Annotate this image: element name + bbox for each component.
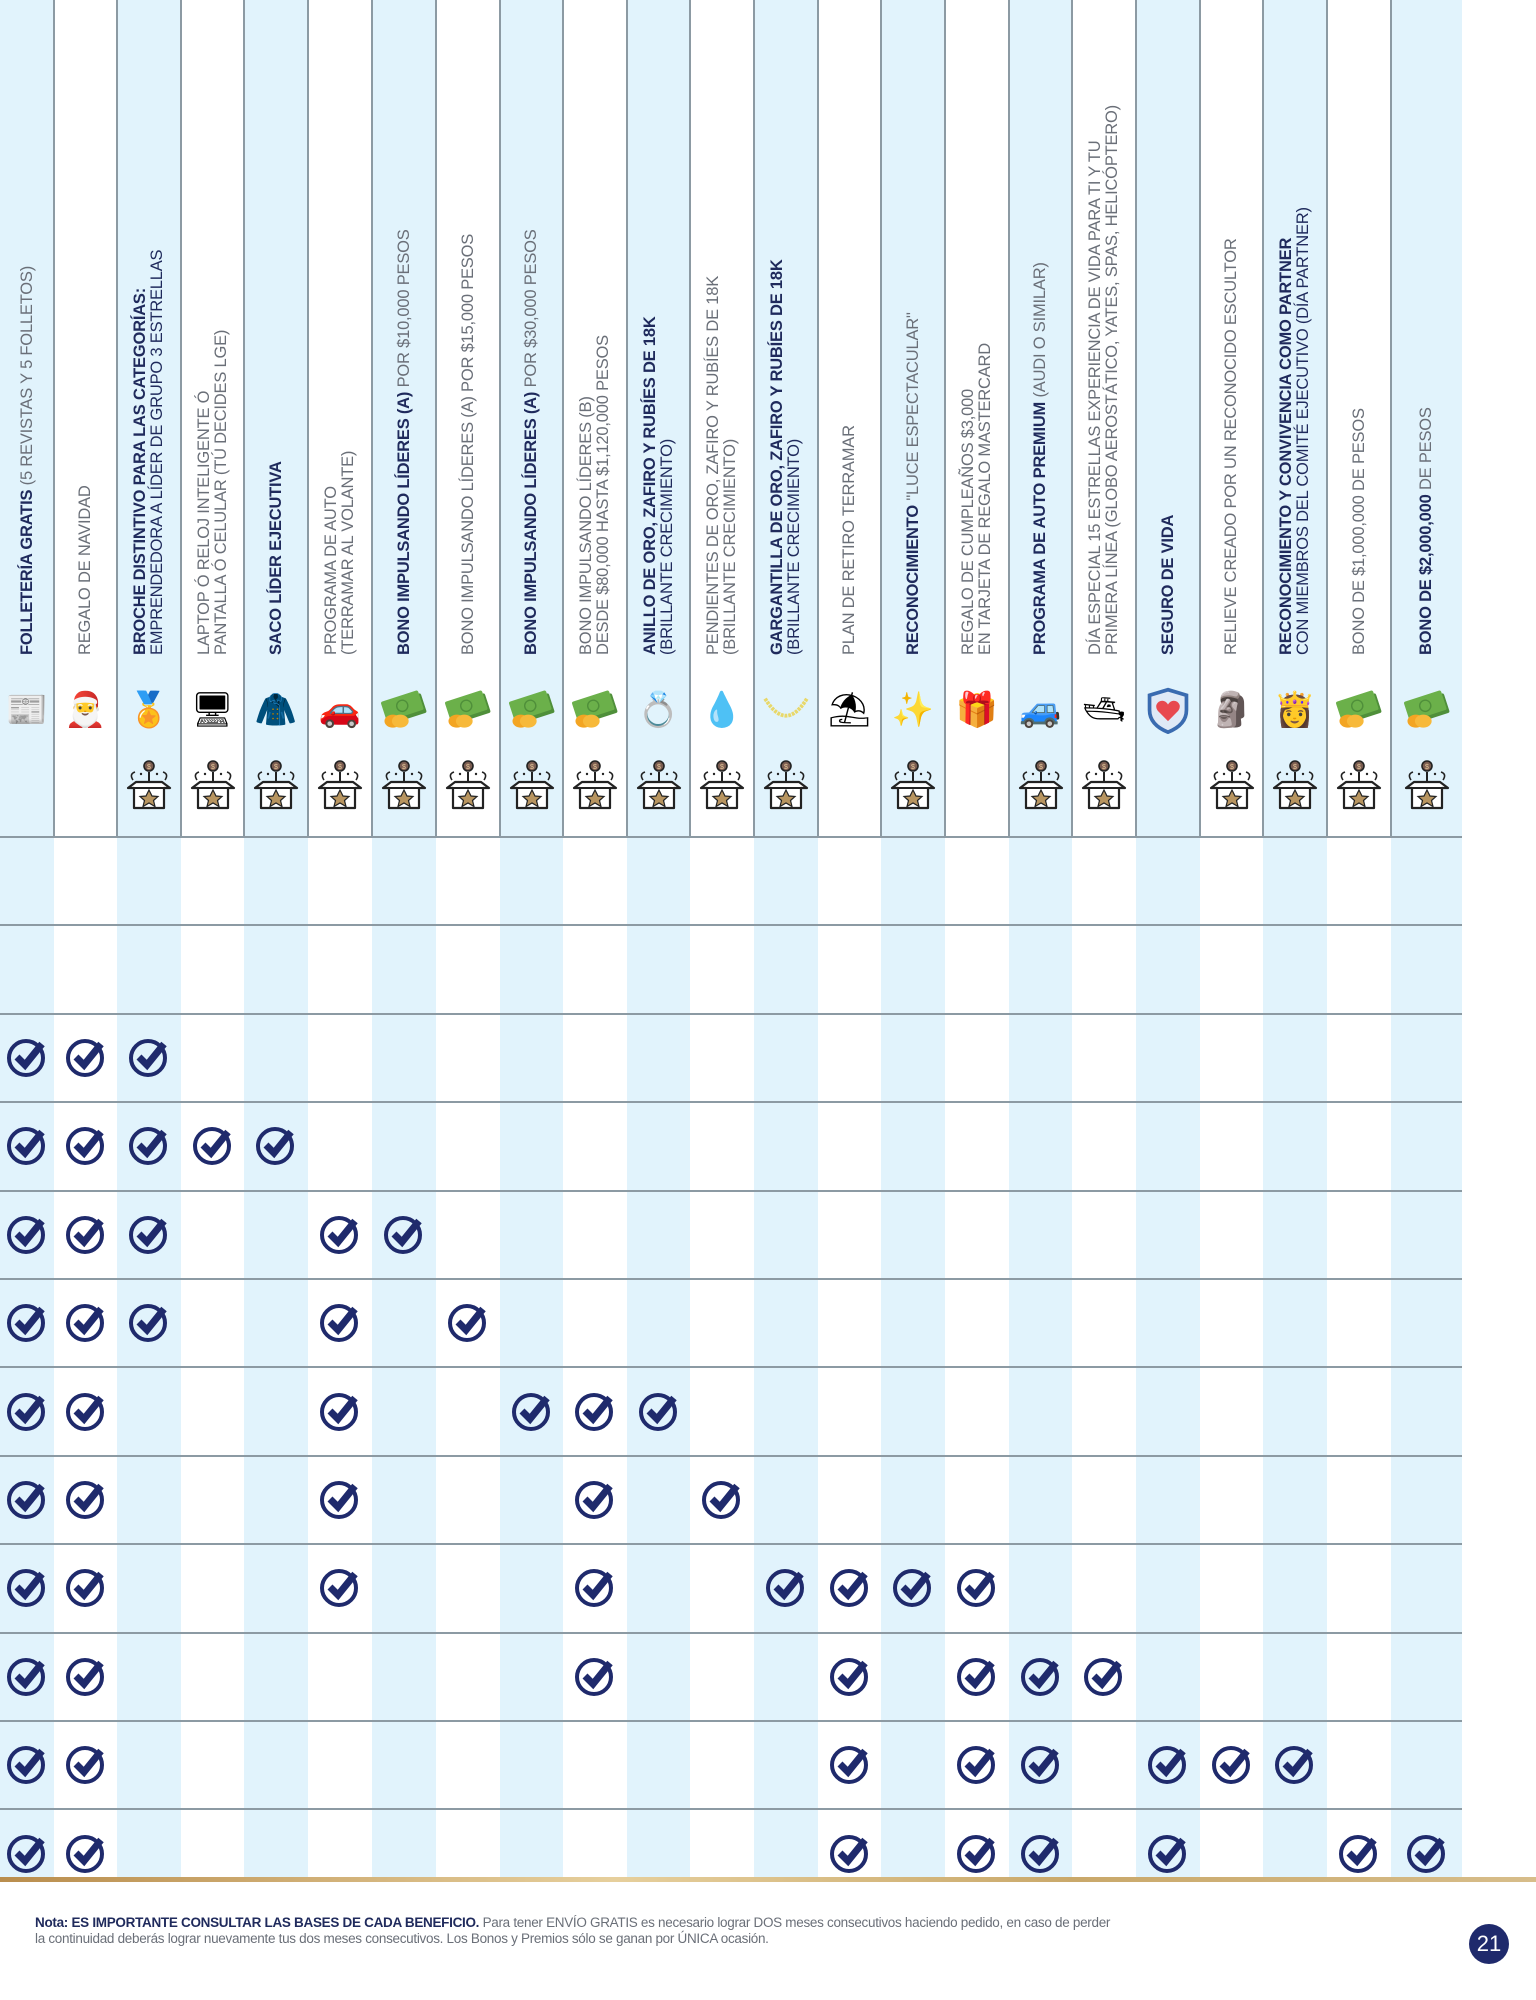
check-icon xyxy=(637,1389,681,1433)
prize-box-icon xyxy=(315,758,365,812)
prize-box-icon xyxy=(761,758,811,812)
check-icon xyxy=(5,1831,49,1875)
check-icon xyxy=(1210,1742,1254,1786)
check-icon xyxy=(64,1035,108,1079)
benefit-title-bold: ANILLO DE ORO, ZAFIRO Y RUBÍES DE 18K xyxy=(640,316,659,655)
svg-text:$: $ xyxy=(911,764,915,771)
benefit-header-label xyxy=(19,266,36,655)
benefit-title-detail: BONO IMPULSANDO LÍDERES (A) POR $15,000 PESOS xyxy=(458,233,477,655)
benefit-header-label xyxy=(960,343,994,655)
benefit-title-bold: SEGURO DE VIDA xyxy=(1158,514,1177,655)
benefit-title-line1 xyxy=(1087,105,1104,655)
benefit-title-detail: (5 REVISTAS Y 5 FOLLETOS) xyxy=(17,265,36,490)
check-icon xyxy=(64,1389,108,1433)
benefit-header-label xyxy=(460,234,477,655)
check-icon xyxy=(573,1389,617,1433)
magazine-icon: 📰 xyxy=(5,691,49,729)
premium-car-icon: 🚙 xyxy=(1019,691,1062,729)
svg-text:$: $ xyxy=(1038,764,1043,771)
row-divider xyxy=(0,1013,1462,1015)
benefit-title-bold: BONO IMPULSANDO LÍDERES (A) xyxy=(394,391,413,655)
column-divider xyxy=(243,0,245,836)
check-icon xyxy=(1019,1831,1063,1875)
check-icon xyxy=(955,1831,999,1875)
blazer-icon: 🧥 xyxy=(254,691,298,729)
yacht-icon: 🛥 xyxy=(1082,691,1126,729)
benefit-column xyxy=(244,0,308,1878)
check-icon xyxy=(64,1654,108,1698)
benefit-title-line1 xyxy=(905,312,922,655)
check-icon xyxy=(1082,1654,1126,1698)
svg-text:$: $ xyxy=(1357,764,1361,771)
column-divider xyxy=(626,0,628,836)
svg-text:$: $ xyxy=(656,764,661,771)
check-icon xyxy=(828,1742,872,1786)
row-divider xyxy=(0,1278,1462,1280)
row-divider xyxy=(0,1632,1462,1634)
check-icon xyxy=(64,1742,108,1786)
svg-text:$: $ xyxy=(466,764,470,771)
column-divider xyxy=(371,0,373,836)
benefit-title-line1 xyxy=(523,229,540,655)
queen-icon: 👸 xyxy=(1273,691,1317,729)
benefit-header-label xyxy=(523,229,540,655)
note-line1: Para tener ENVÍO GRATIS es necesario lograr DOS meses consecutivos haciendo pedido, en caso de perder xyxy=(479,1915,1111,1930)
benefit-header-label xyxy=(132,250,166,655)
money-icon xyxy=(569,684,621,736)
benefit-title-line1 xyxy=(460,234,477,655)
benefit-title-detail: REGALO DE NAVIDAD xyxy=(76,485,94,655)
sculpture-icon: 🗿 xyxy=(1210,691,1253,729)
check-icon xyxy=(828,1831,872,1875)
check-icon xyxy=(5,1300,49,1344)
column-divider xyxy=(1262,0,1264,836)
row-divider xyxy=(0,1190,1462,1192)
benefit-title-line1 xyxy=(841,425,858,655)
check-icon xyxy=(318,1300,362,1344)
prize-box-icon xyxy=(634,758,684,812)
benefit-title-line1 xyxy=(769,259,786,655)
check-icon xyxy=(955,1742,999,1786)
spotlight-icon: ✨ xyxy=(891,691,935,729)
row-divider xyxy=(0,1455,1462,1457)
svg-text:$: $ xyxy=(402,764,406,771)
benefit-title-detail: "LUCE ESPECTACULAR" xyxy=(903,312,922,505)
devices-icon: 🖥 xyxy=(190,691,235,729)
prize-box-icon xyxy=(1079,758,1129,812)
prize-box-icon xyxy=(251,758,301,812)
benefit-column xyxy=(181,0,244,1878)
check-icon xyxy=(446,1300,490,1344)
page-number-badge: 21 xyxy=(1469,1924,1509,1964)
check-icon xyxy=(318,1477,362,1521)
benefit-header-label xyxy=(1278,207,1312,655)
shield-heart-icon xyxy=(1142,684,1194,736)
column-divider xyxy=(1199,0,1201,836)
benefit-title-detail: DE PESOS xyxy=(1417,407,1435,495)
row-divider xyxy=(0,1720,1462,1722)
check-icon xyxy=(764,1565,808,1609)
check-icon xyxy=(191,1123,235,1167)
check-icon xyxy=(510,1389,554,1433)
benefit-header-label xyxy=(268,461,285,655)
prize-box-icon xyxy=(188,758,238,812)
prize-box-icon xyxy=(1016,758,1066,812)
earrings-icon: 💧 xyxy=(700,691,744,729)
column-divider xyxy=(1390,0,1392,836)
check-icon xyxy=(318,1565,362,1609)
benefit-title-line1 xyxy=(1278,207,1295,655)
check-icon xyxy=(127,1212,171,1256)
row-divider xyxy=(0,1543,1462,1545)
medal-icon: 🏅 xyxy=(127,691,171,729)
prize-box-icon xyxy=(124,758,174,812)
note-label: Nota: xyxy=(35,1915,72,1930)
column-divider xyxy=(435,0,437,836)
column-divider xyxy=(1008,0,1010,836)
benefit-title-line2: DESDE $80,000 HASTA $1,120,000 PESOS xyxy=(594,335,612,655)
benefit-title-bold: BONO IMPULSANDO LÍDERES (A) xyxy=(522,391,540,655)
svg-text:$: $ xyxy=(529,764,534,771)
svg-text:$: $ xyxy=(720,764,724,771)
benefit-title-line1 xyxy=(1032,262,1049,655)
check-icon xyxy=(127,1300,171,1344)
check-icon xyxy=(64,1212,108,1256)
benefit-column xyxy=(627,0,690,1878)
benefit-title-bold: FOLLETERÍA GRATIS xyxy=(17,489,36,655)
prize-box-icon xyxy=(1207,758,1257,812)
check-icon xyxy=(64,1300,108,1344)
benefit-header-label xyxy=(642,316,676,655)
benefit-column xyxy=(1136,0,1200,1878)
check-icon xyxy=(5,1035,49,1079)
check-icon xyxy=(127,1035,171,1079)
benefit-title-bold: RECONOCIMIENTO xyxy=(903,505,922,655)
benefit-title-line2: EMPRENDEDORA A LÍDER DE GRUPO 3 ESTRELLAS xyxy=(148,249,166,655)
check-icon xyxy=(64,1565,108,1609)
benefit-header-label xyxy=(1160,515,1177,655)
check-icon xyxy=(254,1123,298,1167)
column-divider xyxy=(562,0,564,836)
column-divider xyxy=(1071,0,1073,836)
column-divider xyxy=(116,0,118,836)
column-divider xyxy=(180,0,182,836)
benefit-title-line1 xyxy=(77,485,94,655)
note-bold: ES IMPORTANTE CONSULTAR LAS BASES DE CADA BENEFICIO. xyxy=(71,1915,480,1930)
check-icon xyxy=(5,1212,49,1256)
check-icon xyxy=(64,1831,108,1875)
check-icon xyxy=(5,1477,49,1521)
gold-divider xyxy=(0,1877,1536,1882)
benefit-title-bold: GARGANTILLA DE ORO, ZAFIRO Y RUBÍES DE 18K xyxy=(768,259,786,655)
prize-box-icon xyxy=(443,758,493,812)
check-icon xyxy=(64,1477,108,1521)
column-divider xyxy=(817,0,819,836)
benefit-header-label xyxy=(769,259,803,655)
check-icon xyxy=(700,1477,744,1521)
check-icon xyxy=(5,1742,49,1786)
benefit-title-line2: PANTALLA Ó CELULAR (TÚ DECIDES LGE) xyxy=(211,329,230,655)
check-icon xyxy=(5,1123,49,1167)
benefit-header-label xyxy=(196,330,230,655)
column-divider xyxy=(753,0,755,836)
benefit-title-line1 xyxy=(132,250,149,655)
benefit-title-bold: PROGRAMA DE AUTO PREMIUM xyxy=(1031,401,1049,655)
benefit-title-detail: PROGRAMA DE AUTO xyxy=(322,486,340,655)
svg-text:$: $ xyxy=(147,764,151,771)
row-divider xyxy=(0,1366,1462,1368)
footer-note xyxy=(35,1915,1110,1947)
money-icon xyxy=(1333,684,1385,736)
benefit-title-line1 xyxy=(642,316,659,655)
christmas-gift-icon: 🎅 xyxy=(64,691,107,729)
benefit-title-line2: (BRILLANTE CRECIMIENTO) xyxy=(657,438,676,655)
check-icon xyxy=(1019,1654,1063,1698)
money-icon xyxy=(378,684,430,736)
check-icon xyxy=(955,1654,999,1698)
column-divider xyxy=(1135,0,1137,836)
svg-text:$: $ xyxy=(1424,764,1429,771)
check-icon xyxy=(5,1565,49,1609)
note-line2: la continuidad deberás lograr nuevamente tus dos meses consecutivos. Los Bonos y Premios sólo se ganan por ÚNICA ocasión. xyxy=(35,1931,769,1946)
check-icon xyxy=(127,1123,171,1167)
benefit-title-detail: PLAN DE RETIRO TERRAMAR xyxy=(840,425,858,655)
check-icon xyxy=(573,1565,617,1609)
benefit-title-line1 xyxy=(705,276,722,655)
benefit-title-detail: POR $30,000 PESOS xyxy=(522,229,540,392)
benefit-title-bold: BROCHE DISTINTIVO PARA LAS CATEGORÍAS: xyxy=(131,287,149,655)
birthday-gift-icon: 🎁 xyxy=(955,691,999,729)
check-icon xyxy=(1146,1742,1190,1786)
car-gift-icon: 🚗 xyxy=(318,691,362,729)
benefit-title-line1 xyxy=(396,229,413,655)
money-icon xyxy=(506,684,558,736)
row-divider xyxy=(0,1808,1462,1810)
benefit-title-detail: BONO DE $1,000,000 DE PESOS xyxy=(1349,408,1368,655)
benefit-title-detail: LAPTOP Ó RELOJ INTELIGENTE Ó xyxy=(194,390,213,655)
benefit-title-line1 xyxy=(1418,407,1435,655)
check-icon xyxy=(1146,1831,1190,1875)
prize-box-icon xyxy=(1270,758,1320,812)
benefit-title-line2: (BRILLANTE CRECIMIENTO) xyxy=(785,438,803,655)
benefit-title-line1 xyxy=(1351,408,1368,655)
column-divider xyxy=(880,0,882,836)
benefit-title-detail: POR $10,000 PESOS xyxy=(394,229,413,392)
benefit-column xyxy=(1327,0,1391,1878)
row-divider xyxy=(0,1101,1462,1103)
benefit-header-label xyxy=(1418,407,1435,655)
column-divider xyxy=(944,0,946,836)
column-divider xyxy=(307,0,309,836)
check-icon xyxy=(891,1565,935,1609)
benefit-header-label xyxy=(323,451,357,655)
check-icon xyxy=(318,1389,362,1433)
prize-box-icon xyxy=(379,758,429,812)
benefit-title-line1 xyxy=(960,343,977,655)
svg-text:$: $ xyxy=(1102,764,1106,771)
column-divider xyxy=(499,0,501,836)
check-icon xyxy=(5,1389,49,1433)
benefit-header-label xyxy=(396,229,413,655)
benefit-title-bold: SACO LÍDER EJECUTIVA xyxy=(266,461,285,655)
svg-text:$: $ xyxy=(784,764,788,771)
check-icon xyxy=(1405,1831,1449,1875)
check-icon xyxy=(828,1565,872,1609)
benefit-title-line1 xyxy=(1223,238,1240,655)
svg-text:$: $ xyxy=(274,764,278,771)
benefit-header-label xyxy=(1032,262,1049,655)
necklace-icon xyxy=(760,684,812,736)
prize-box-icon xyxy=(697,758,747,812)
check-icon xyxy=(1019,1742,1063,1786)
prize-box-icon xyxy=(1402,758,1452,812)
benefit-title-detail: DÍA ESPECIAL 15 ESTRELLAS EXPERIENCIA DE VIDA PARA TI Y TU xyxy=(1086,140,1104,655)
benefit-title-line2: (TERRAMAR AL VOLANTE) xyxy=(339,450,357,655)
benefit-header-label xyxy=(1087,105,1121,655)
ring-icon: 💍 xyxy=(637,691,680,729)
check-icon xyxy=(955,1565,999,1609)
benefit-title-detail: PENDIENTES DE ORO, ZAFIRO Y RUBÍES DE 18K xyxy=(704,275,722,655)
check-icon xyxy=(64,1123,108,1167)
check-icon xyxy=(318,1212,362,1256)
benefit-header-label xyxy=(841,425,858,655)
check-icon xyxy=(382,1212,426,1256)
svg-text:$: $ xyxy=(1293,764,1297,771)
benefit-title-line1 xyxy=(323,451,340,655)
benefit-header-label xyxy=(705,276,739,655)
header-bottom-rule xyxy=(0,836,1462,838)
column-divider xyxy=(689,0,691,836)
check-icon xyxy=(1273,1742,1317,1786)
benefit-title-line1 xyxy=(578,335,595,655)
beach-chair-icon: ⛱ xyxy=(827,691,872,729)
benefit-header-label xyxy=(905,312,922,655)
check-icon xyxy=(5,1654,49,1698)
money-icon xyxy=(1401,684,1453,736)
prize-box-icon xyxy=(507,758,557,812)
benefit-title-detail: BONO IMPULSANDO LÍDERES (B) xyxy=(577,396,595,655)
check-icon xyxy=(828,1654,872,1698)
prize-box-icon xyxy=(888,758,938,812)
benefit-title-line2: PRIMERA LÍNEA (GLOBO AEROSTÁTICO, YATES, SPAS, HELICÓPTERO) xyxy=(1103,105,1121,655)
benefit-title-detail: (AUDI O SIMILAR) xyxy=(1031,262,1049,402)
benefit-title-detail: RELIEVE CREADO POR UN RECONOCIDO ESCULTOR xyxy=(1222,238,1240,655)
benefit-header-label xyxy=(77,485,94,655)
benefit-title-line2: (BRILLANTE CRECIMIENTO) xyxy=(721,438,739,655)
svg-text:$: $ xyxy=(210,764,215,771)
benefit-title-line2: CON MIEMBROS DEL COMITÉ EJECUTIVO (DÍA PARTNER) xyxy=(1294,207,1312,655)
row-divider xyxy=(0,924,1462,926)
svg-text:$: $ xyxy=(593,764,597,771)
prize-box-icon xyxy=(1334,758,1384,812)
benefit-header-label xyxy=(578,335,612,655)
column-divider xyxy=(53,0,55,836)
benefit-title-line2: EN TARJETA DE REGALO MASTERCARD xyxy=(976,343,994,655)
benefit-column xyxy=(1391,0,1462,1878)
money-icon xyxy=(442,684,494,736)
benefit-header-label xyxy=(1223,238,1240,655)
svg-text:$: $ xyxy=(338,764,342,771)
benefit-title-line1 xyxy=(19,266,36,655)
benefit-title-line1 xyxy=(268,461,285,655)
column-divider xyxy=(1326,0,1328,836)
check-icon xyxy=(573,1654,617,1698)
check-icon xyxy=(573,1477,617,1521)
benefit-title-line1 xyxy=(196,330,213,655)
benefit-title-bold: RECONOCIMIENTO Y CONVIVENCIA COMO PARTNER xyxy=(1277,237,1295,655)
benefit-header-label xyxy=(1351,408,1368,655)
svg-text:$: $ xyxy=(1229,764,1234,771)
benefit-title-bold: BONO DE $2,000,000 xyxy=(1417,494,1435,655)
benefit-title-detail: REGALO DE CUMPLEAÑOS $3,000 xyxy=(959,388,977,655)
benefit-title-line1 xyxy=(1160,515,1177,655)
prize-box-icon xyxy=(570,758,620,812)
check-icon xyxy=(1337,1831,1381,1875)
